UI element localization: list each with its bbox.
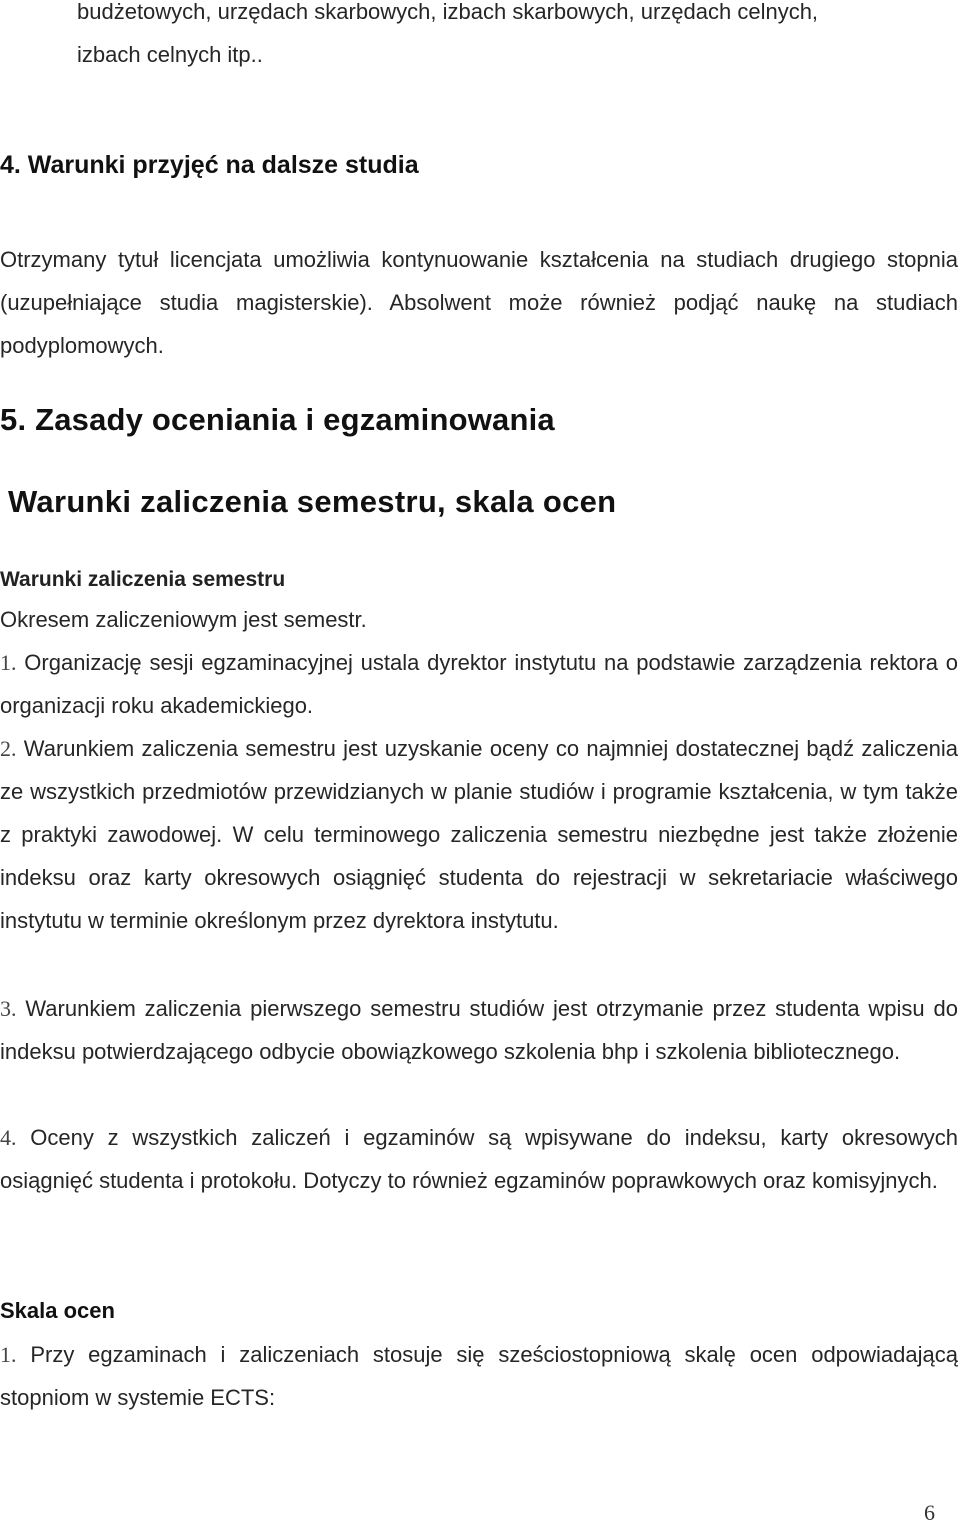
conditions-item-3 xyxy=(0,987,958,1073)
scale-item-1 xyxy=(0,1333,958,1419)
intro-text xyxy=(77,0,943,76)
item-text: Warunkiem zaliczenia pierwszego semestru studiów jest otrzymanie przez studenta wpisu do indeksu potwierdzającego odbycie obowiązkowego szkolenia bhp i szkolenia bibliotecznego. xyxy=(0,996,958,1064)
intro-line-2: izbach celnych itp.. xyxy=(77,42,263,67)
intro-line-1: budżetowych, urzędach skarbowych, izbach skarbowych, urzędach celnych, xyxy=(77,0,819,24)
section-5-heading: 5. Zasady oceniania i egzaminowania xyxy=(0,402,555,437)
item-number: 3. xyxy=(0,996,17,1021)
section-4-heading: 4. Warunki przyjęć na dalsze studia xyxy=(0,151,419,179)
item-text: Oceny z wszystkich zaliczeń i egzaminów są wpisywane do indeksu, karty okresowych osiągnięć studenta i protokołu. Dotyczy to również egzaminów poprawkowych oraz komisyjnych. xyxy=(0,1125,958,1193)
scale-heading: Skala ocen xyxy=(0,1298,115,1323)
item-number: 4. xyxy=(0,1125,17,1150)
page-number: 6 xyxy=(924,1500,935,1525)
conditions-item-1 xyxy=(0,641,958,727)
item-number: 1. xyxy=(0,1342,17,1367)
conditions-item-2 xyxy=(0,727,958,942)
item-text: Organizację sesji egzaminacyjnej ustala dyrektor instytutu na podstawie zarządzenia rektora o organizacji roku akademickiego. xyxy=(0,650,958,718)
section-5-subheading: Warunki zaliczenia semestru, skala ocen xyxy=(8,484,617,519)
conditions-heading: Warunki zaliczenia semestru xyxy=(0,568,286,591)
conditions-item-4 xyxy=(0,1116,958,1202)
section-4-paragraph: Otrzymany tytuł licencjata umożliwia kontynuowanie kształcenia na studiach drugiego stopnia (uzupełniające studia magisterskie). Absolwent może również podjąć naukę na studiach podyplomowych. xyxy=(0,247,958,358)
item-text: Warunkiem zaliczenia semestru jest uzyskanie oceny co najmniej dostatecznej bądź zaliczenia ze wszystkich przedmiotów przewidzianych w planie studiów i programie kształcenia, w tym także z praktyki zawodowej. W celu terminowego zaliczenia semestru niezbędne jest także złożenie indeksu oraz karty okresowych osiągnięć studenta do rejestracji w sekretariacie właściwego instytutu w terminie określonym przez dyrektora instytutu. xyxy=(0,736,958,933)
item-number: 2. xyxy=(0,736,17,761)
item-text: Przy egzaminach i zaliczeniach stosuje się sześciostopniową skalę ocen odpowiadającą stopniom w systemie ECTS: xyxy=(0,1342,958,1410)
item-number: 1. xyxy=(0,650,17,675)
conditions-intro: Okresem zaliczeniowym jest semestr. xyxy=(0,607,367,632)
